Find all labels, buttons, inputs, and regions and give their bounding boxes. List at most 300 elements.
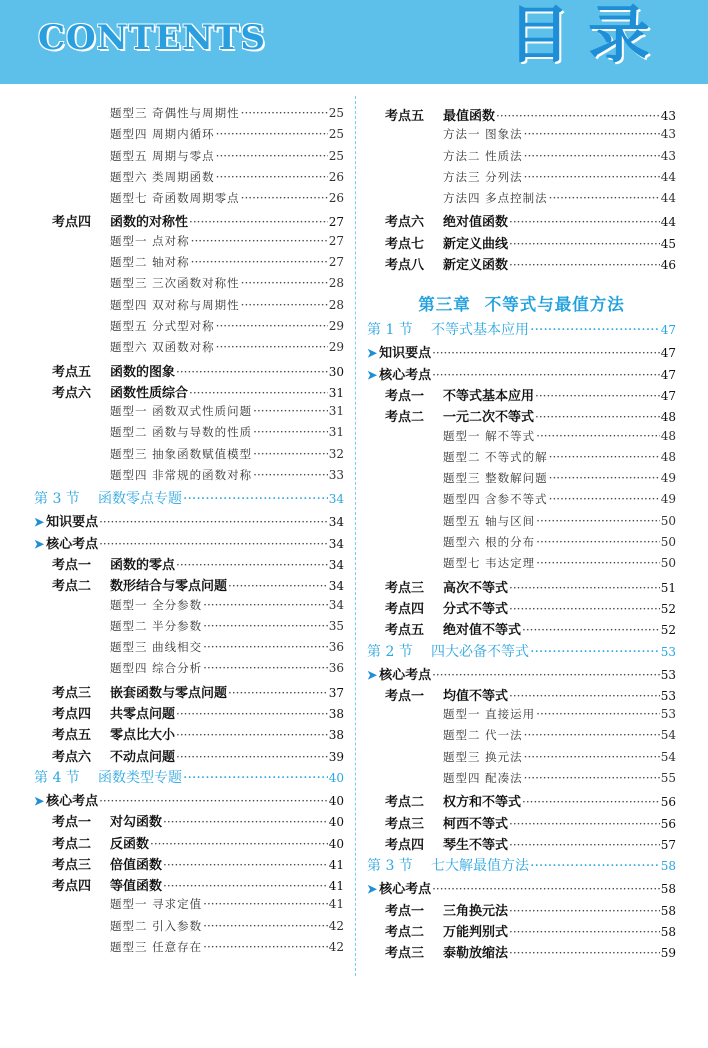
- page-number: 36: [328, 661, 344, 676]
- question-type-title: 题型五 周期与零点: [110, 148, 215, 163]
- toc-right-column: [367, 105, 676, 963]
- toc-exam-point[interactable]: [34, 811, 344, 832]
- page-number: 50: [660, 556, 676, 571]
- question-type-title: 题型七 韦达定理: [443, 556, 536, 571]
- entry-label: [52, 875, 162, 894]
- toc-exam-point[interactable]: [367, 105, 676, 126]
- page-number: 27: [328, 233, 344, 248]
- question-type-title: 题型三 曲线相交: [110, 640, 203, 655]
- toc-exam-point[interactable]: [367, 598, 676, 619]
- exam-point-number: 考点一: [385, 903, 425, 919]
- toc-question-type[interactable]: [34, 660, 344, 681]
- page-number: 46: [660, 258, 676, 273]
- toc-exam-point[interactable]: [34, 746, 344, 767]
- question-type-title: 题型六 根的分布: [443, 535, 536, 550]
- exam-point-title: 柯西不等式: [443, 816, 509, 832]
- entry-label: [110, 424, 252, 440]
- exam-point-number: 考点五: [52, 728, 92, 744]
- toc-subsection[interactable]: [367, 878, 676, 899]
- exam-point-number: 考点三: [52, 857, 92, 873]
- page-number: 37: [328, 685, 344, 700]
- page-number: 34: [328, 597, 344, 612]
- page-number: 53: [660, 667, 676, 682]
- toc-exam-point[interactable]: [367, 942, 676, 963]
- dot-leader: [536, 429, 660, 443]
- subsection-title: 核心考点: [379, 667, 432, 683]
- toc-exam-point[interactable]: [367, 619, 676, 640]
- section-number: 第 3 节: [367, 858, 413, 875]
- dot-leader: [549, 492, 660, 506]
- toc-question-type[interactable]: [34, 918, 344, 939]
- dot-leader: [535, 389, 660, 403]
- entry-label: [443, 148, 523, 164]
- toc-question-type[interactable]: [34, 233, 344, 254]
- toc-question-type[interactable]: [367, 169, 676, 190]
- contents-heading: CONTENTS: [38, 18, 266, 58]
- toc-question-type[interactable]: [367, 770, 676, 791]
- toc-exam-point[interactable]: [34, 682, 344, 703]
- toc-question-type[interactable]: [367, 449, 676, 470]
- toc-exam-point[interactable]: [34, 724, 344, 745]
- page-number: 34: [328, 515, 344, 530]
- toc-subsection[interactable]: [367, 364, 676, 385]
- dot-leader: [176, 558, 328, 572]
- exam-point-number: 考点一: [385, 688, 425, 704]
- toc-question-type[interactable]: [367, 706, 676, 727]
- entry-label: [385, 921, 508, 940]
- dot-leader: [216, 170, 328, 184]
- dot-leader: [203, 919, 328, 933]
- page-number: 52: [660, 623, 676, 638]
- dot-leader: [524, 127, 660, 141]
- page-number: 44: [660, 215, 676, 230]
- exam-point-title: 一元二次不等式: [443, 410, 535, 426]
- page-number: 31: [328, 404, 344, 419]
- question-type-title: 题型一 函数双式性质问题: [110, 404, 253, 419]
- toc-question-type[interactable]: [34, 896, 344, 917]
- entry-label: [110, 660, 202, 676]
- toc-question-type[interactable]: [34, 254, 344, 275]
- section-title: 不等式基本应用: [431, 322, 529, 339]
- toc-question-type[interactable]: [34, 939, 344, 960]
- dot-leader: [509, 946, 660, 960]
- exam-point-number: 考点六: [52, 749, 92, 765]
- toc-question-type[interactable]: [367, 749, 676, 770]
- exam-point-title: 函数性质综合: [110, 385, 189, 401]
- entry-label: [443, 770, 523, 786]
- exam-point-number: 考点七: [385, 236, 425, 252]
- page-number: 53: [660, 707, 676, 722]
- question-type-title: 题型三 换元法: [443, 749, 523, 764]
- toc-question-type[interactable]: [34, 467, 344, 488]
- page-number: 40: [328, 836, 344, 851]
- entry-label: [110, 467, 252, 483]
- dot-leader: [176, 707, 328, 721]
- entry-label: [110, 190, 240, 206]
- entry-label: [52, 811, 162, 830]
- entry-label: [385, 254, 508, 273]
- page-number: 27: [328, 255, 344, 270]
- catalog-title: 目录: [508, 0, 669, 71]
- section-title: 七大解最值方法: [431, 858, 529, 875]
- dot-leader: [191, 234, 328, 248]
- entry-label: [110, 896, 202, 912]
- toc-exam-point[interactable]: [34, 575, 344, 596]
- page-number: 58: [660, 924, 676, 939]
- subsection-title: 知识要点: [379, 346, 432, 362]
- exam-point-number: 考点二: [385, 924, 425, 940]
- entry-label: [443, 190, 548, 206]
- question-type-title: 题型一 解不等式: [443, 428, 536, 443]
- exam-point-title: 三角换元法: [443, 903, 509, 919]
- question-type-title: 方法一 图象法: [443, 127, 523, 142]
- dot-leader: [509, 258, 660, 272]
- page-number: 29: [328, 340, 344, 355]
- dot-leader: [253, 425, 328, 439]
- exam-point-number: 考点二: [385, 795, 425, 811]
- dot-leader: [509, 689, 660, 703]
- question-type-title: 题型五 分式型对称: [110, 318, 215, 333]
- toc-exam-point[interactable]: [367, 577, 676, 598]
- dot-leader: [549, 450, 660, 464]
- entry-label: [443, 126, 523, 142]
- toc-question-type[interactable]: [34, 339, 344, 360]
- page-number: 43: [660, 148, 676, 163]
- exam-point-number: 考点一: [52, 557, 92, 573]
- question-type-title: 题型三 抽象函数赋值模型: [110, 446, 253, 461]
- section-number: 第 3 节: [34, 491, 80, 508]
- dot-leader: [203, 940, 328, 954]
- question-type-title: 题型四 配凑法: [443, 771, 523, 786]
- entry-label: [367, 364, 431, 383]
- question-type-title: 方法三 分列法: [443, 169, 523, 184]
- exam-point-number: 考点六: [385, 215, 425, 231]
- dot-leader: [228, 686, 328, 700]
- dot-leader: [99, 537, 328, 551]
- question-type-title: 方法二 性质法: [443, 148, 523, 163]
- exam-point-title: 对勾函数: [110, 815, 163, 831]
- exam-point-number: 考点五: [385, 623, 425, 639]
- page-number: 47: [660, 388, 676, 403]
- toc-question-type[interactable]: [34, 597, 344, 618]
- dot-leader: [509, 925, 660, 939]
- page-number: 40: [328, 815, 344, 830]
- entry-label: [52, 575, 227, 594]
- dot-leader: [509, 817, 660, 831]
- toc-question-type[interactable]: [34, 169, 344, 190]
- dot-leader: [163, 879, 328, 893]
- dot-leader: [203, 897, 328, 911]
- dot-leader: [432, 346, 660, 360]
- toc-question-type[interactable]: [367, 190, 676, 211]
- question-type-title: 题型四 非常规的函数对称: [110, 468, 253, 483]
- page-number: 44: [660, 169, 676, 184]
- page-number: 42: [328, 939, 344, 954]
- dot-leader: [163, 815, 328, 829]
- toc-exam-point[interactable]: [34, 382, 344, 403]
- entry-label: [110, 233, 190, 249]
- question-type-title: 题型七 奇函数周期零点: [110, 191, 240, 206]
- section-title: 四大必备不等式: [431, 643, 529, 660]
- question-type-title: 题型一 直接运用: [443, 707, 536, 722]
- dot-leader: [216, 319, 328, 333]
- exam-point-title: 函数的零点: [110, 557, 176, 573]
- dot-leader: [191, 255, 328, 269]
- dot-leader: [432, 668, 660, 682]
- entry-label: [110, 403, 252, 419]
- entry-label: [443, 491, 548, 507]
- toc-exam-point[interactable]: [367, 921, 676, 942]
- entry-label: [385, 900, 508, 919]
- question-type-title: 题型四 周期内循环: [110, 127, 215, 142]
- toc-exam-point[interactable]: [34, 361, 344, 382]
- toc-section[interactable]: [34, 767, 344, 790]
- question-type-title: 题型一 点对称: [110, 233, 190, 248]
- toc-question-type[interactable]: [34, 403, 344, 424]
- toc-exam-point[interactable]: [367, 834, 676, 855]
- exam-point-number: 考点三: [52, 685, 92, 701]
- page-number: 43: [660, 109, 676, 123]
- exam-point-title: 不动点问题: [110, 749, 176, 765]
- exam-point-title: 分式不等式: [443, 601, 509, 617]
- toc-question-type[interactable]: [367, 126, 676, 147]
- entry-label: [52, 554, 175, 573]
- dot-leader: [241, 298, 328, 312]
- toc-exam-point[interactable]: [34, 854, 344, 875]
- toc-exam-point[interactable]: [367, 685, 676, 706]
- page-number: 43: [660, 127, 676, 142]
- toc-subsection[interactable]: [367, 342, 676, 363]
- arrow-icon: ➤: [367, 367, 378, 382]
- toc-question-type[interactable]: [34, 618, 344, 639]
- toc-question-type[interactable]: [367, 148, 676, 169]
- page-number: 48: [660, 428, 676, 443]
- toc-exam-point[interactable]: [367, 900, 676, 921]
- page-number: 41: [328, 879, 344, 894]
- toc-question-type[interactable]: [367, 727, 676, 748]
- toc-question-type[interactable]: [367, 428, 676, 449]
- toc-question-type[interactable]: [367, 534, 676, 555]
- entry-label: [34, 790, 98, 809]
- toc-question-type[interactable]: [34, 275, 344, 296]
- question-type-title: 题型六 类周期函数: [110, 169, 215, 184]
- toc-exam-point[interactable]: [34, 875, 344, 896]
- section-title: 函数零点专题: [98, 491, 182, 508]
- page-number: 50: [660, 513, 676, 528]
- page-number: 32: [328, 446, 344, 461]
- entry-label: [34, 488, 182, 508]
- entry-label: [110, 597, 202, 613]
- page-number: 58: [660, 903, 676, 918]
- exam-point-number: 考点五: [385, 109, 425, 124]
- entry-label: [52, 854, 162, 873]
- dot-leader: [253, 468, 328, 482]
- page-number: 34: [328, 492, 344, 507]
- exam-point-number: 考点四: [385, 837, 425, 853]
- toc-subsection[interactable]: [34, 790, 344, 811]
- toc-question-type[interactable]: [367, 491, 676, 512]
- dot-leader: [176, 365, 328, 379]
- subsection-title: 核心考点: [379, 882, 432, 898]
- page-number: 51: [660, 580, 676, 595]
- toc-question-type[interactable]: [34, 318, 344, 339]
- entry-label: [385, 834, 508, 853]
- entry-label: [443, 534, 535, 550]
- page-number: 34: [328, 579, 344, 594]
- dot-leader: [432, 368, 660, 382]
- entry-label: [110, 446, 252, 462]
- toc-exam-point[interactable]: [367, 791, 676, 812]
- page-number: 42: [328, 918, 344, 933]
- page-number: 34: [328, 536, 344, 551]
- toc-exam-point[interactable]: [34, 833, 344, 854]
- page-number: 28: [328, 297, 344, 312]
- dot-leader: [535, 410, 660, 424]
- question-type-title: 题型五 轴与区间: [443, 513, 536, 528]
- exam-point-number: 考点四: [52, 879, 92, 895]
- entry-label: [385, 577, 508, 596]
- question-type-title: 方法四 多点控制法: [443, 191, 548, 206]
- toc-subsection[interactable]: [34, 533, 344, 554]
- toc-exam-point[interactable]: [34, 703, 344, 724]
- toc-exam-point[interactable]: [367, 385, 676, 406]
- dot-leader: [203, 640, 328, 654]
- entry-label: [110, 148, 215, 164]
- exam-point-title: 零点比大小: [110, 728, 176, 744]
- page-number: 53: [660, 644, 676, 659]
- entry-label: [443, 470, 548, 486]
- entry-label: [385, 942, 508, 961]
- toc-subsection[interactable]: [34, 511, 344, 532]
- arrow-icon: ➤: [367, 346, 378, 361]
- entry-label: [385, 211, 508, 230]
- page-number: 44: [660, 191, 676, 206]
- exam-point-title: 倍值函数: [110, 857, 163, 873]
- question-type-title: 题型二 函数与导数的性质: [110, 425, 253, 440]
- page-number: 36: [328, 640, 344, 655]
- toc-exam-point[interactable]: [367, 406, 676, 427]
- question-type-title: 题型三 三次函数对称性: [110, 276, 240, 291]
- column-divider: [355, 96, 356, 976]
- question-type-title: 题型四 综合分析: [110, 661, 203, 676]
- entry-label: [367, 342, 431, 361]
- entry-label: [52, 382, 188, 401]
- dot-leader: [509, 904, 660, 918]
- page-number: 49: [660, 492, 676, 507]
- toc-exam-point[interactable]: [34, 554, 344, 575]
- exam-point-number: 考点三: [385, 816, 425, 832]
- entry-label: [110, 275, 240, 291]
- entry-label: [443, 513, 535, 529]
- question-type-title: 题型四 含参不等式: [443, 492, 548, 507]
- entry-label: [52, 361, 175, 380]
- exam-point-number: 考点六: [52, 385, 92, 401]
- page-number: 41: [328, 857, 344, 872]
- page-number: 48: [660, 449, 676, 464]
- entry-label: [110, 318, 215, 334]
- toc-section[interactable]: [367, 319, 676, 342]
- question-type-title: 题型二 不等式的解: [443, 449, 548, 464]
- entry-label: [52, 682, 227, 701]
- toc-question-type[interactable]: [34, 297, 344, 318]
- toc-question-type[interactable]: [34, 105, 344, 126]
- toc-question-type[interactable]: [367, 470, 676, 491]
- toc-exam-point[interactable]: [367, 233, 676, 254]
- toc-question-type[interactable]: [367, 555, 676, 576]
- entry-label: [385, 598, 508, 617]
- toc-left-column: [34, 105, 344, 960]
- page-number: 53: [660, 688, 676, 703]
- dot-leader: [228, 579, 328, 593]
- page-number: 49: [660, 471, 676, 486]
- entry-label: [367, 664, 431, 683]
- dot-leader: [530, 322, 660, 338]
- toc-section[interactable]: [34, 488, 344, 511]
- toc-question-type[interactable]: [34, 424, 344, 445]
- question-type-title: 题型二 轴对称: [110, 255, 190, 270]
- toc-subsection[interactable]: [367, 664, 676, 685]
- entry-label: [385, 406, 534, 425]
- exam-point-title: 共零点问题: [110, 707, 176, 723]
- toc-exam-point[interactable]: [367, 813, 676, 834]
- dot-leader: [99, 515, 328, 529]
- dot-leader: [203, 661, 328, 675]
- exam-point-title: 绝对值函数: [443, 215, 509, 231]
- toc-question-type[interactable]: [34, 639, 344, 660]
- exam-point-title: 新定义曲线: [443, 236, 509, 252]
- dot-leader: [183, 770, 328, 786]
- page-number: 55: [660, 771, 676, 786]
- entry-label: [443, 727, 523, 743]
- dot-leader: [253, 404, 328, 418]
- dot-leader: [176, 750, 328, 764]
- toc-exam-point[interactable]: [34, 211, 344, 232]
- dot-leader: [536, 556, 660, 570]
- entry-label: [367, 641, 529, 661]
- exam-point-number: 考点四: [385, 601, 425, 617]
- arrow-icon: ➤: [34, 536, 45, 551]
- exam-point-title: 绝对值不等式: [443, 623, 522, 639]
- exam-point-title: 均值不等式: [443, 688, 509, 704]
- toc-question-type[interactable]: [367, 513, 676, 534]
- toc-question-type[interactable]: [34, 148, 344, 169]
- arrow-icon: ➤: [367, 667, 378, 682]
- exam-point-number: 考点四: [52, 215, 92, 231]
- dot-leader: [496, 109, 660, 123]
- entry-label: [52, 703, 175, 722]
- dot-leader: [150, 837, 328, 851]
- entry-label: [110, 939, 202, 955]
- toc-question-type[interactable]: [34, 446, 344, 467]
- exam-point-title: 不等式基本应用: [443, 388, 535, 404]
- page-number: 25: [328, 127, 344, 142]
- dot-leader: [522, 795, 660, 809]
- toc-question-type[interactable]: [34, 126, 344, 147]
- dot-leader: [216, 127, 328, 141]
- toc-exam-point[interactable]: [367, 254, 676, 275]
- page-number: 26: [328, 191, 344, 206]
- toc-question-type[interactable]: [34, 190, 344, 211]
- toc-exam-point[interactable]: [367, 211, 676, 232]
- dot-leader: [203, 619, 328, 633]
- entry-label: [110, 297, 240, 313]
- dot-leader: [524, 771, 660, 785]
- toc-section[interactable]: [367, 855, 676, 878]
- toc-section[interactable]: [367, 641, 676, 664]
- question-type-title: 题型一 全分参数: [110, 597, 203, 612]
- entry-label: [443, 449, 548, 465]
- subsection-title: 核心考点: [46, 793, 99, 809]
